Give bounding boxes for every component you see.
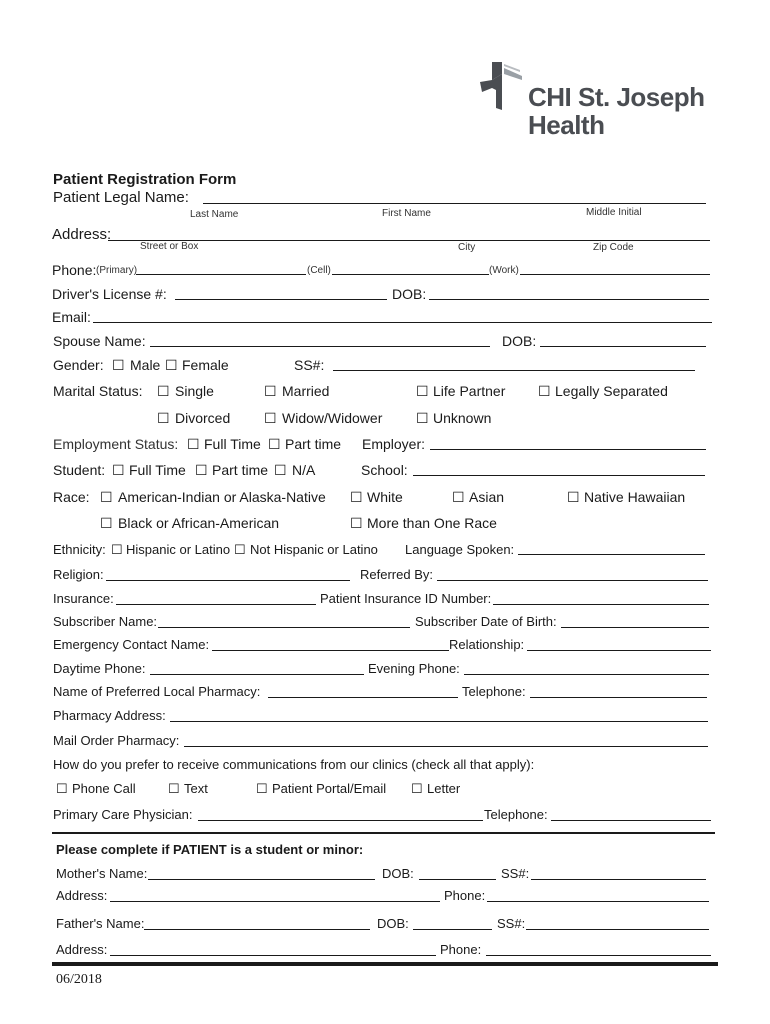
- race-more-checkbox[interactable]: ☐: [350, 515, 363, 531]
- employment-status-label: Employment Status:: [53, 436, 179, 452]
- phone-work-field[interactable]: [520, 274, 710, 275]
- daytime-phone-field[interactable]: [150, 674, 364, 675]
- employment-full-time-label: Full Time: [204, 436, 261, 452]
- relationship-field[interactable]: [527, 650, 711, 651]
- father-dob-field[interactable]: [413, 929, 492, 930]
- race-asian-checkbox[interactable]: ☐: [452, 489, 465, 505]
- race-label: Race:: [53, 489, 90, 505]
- employment-full-time-checkbox[interactable]: ☐: [187, 436, 200, 452]
- marital-divorced-label: Divorced: [175, 410, 231, 426]
- marital-married-label: Married: [282, 383, 330, 399]
- mother-dob-field[interactable]: [419, 879, 496, 880]
- race-asian-label: Asian: [469, 489, 505, 505]
- language-label: Language Spoken:: [405, 542, 515, 557]
- phone-work-caption: (Work): [489, 265, 519, 276]
- father-address-field[interactable]: [110, 955, 436, 956]
- phone-cell-caption: (Cell): [307, 265, 331, 276]
- mother-name-field[interactable]: [148, 879, 375, 880]
- father-name-field[interactable]: [144, 929, 370, 930]
- form-title: Patient Registration Form: [53, 171, 237, 188]
- drivers-license-label: Driver's License #:: [52, 286, 167, 302]
- race-white-label: White: [367, 489, 403, 505]
- evening-phone-field[interactable]: [464, 674, 709, 675]
- emergency-contact-label: Emergency Contact Name:: [53, 637, 210, 652]
- pharmacy-address-label: Pharmacy Address:: [53, 708, 166, 723]
- spouse-dob-field[interactable]: [540, 346, 706, 347]
- brand-name: CHI St. Joseph: [528, 82, 705, 112]
- marital-divorced-checkbox[interactable]: ☐: [157, 410, 170, 426]
- subscriber-name-label: Subscriber Name:: [53, 614, 158, 629]
- city-caption: City: [458, 242, 476, 253]
- brand-name-line2: Health: [528, 110, 605, 140]
- bottom-divider: [52, 962, 718, 966]
- insurance-id-field[interactable]: [493, 604, 709, 605]
- email-label: Email:: [52, 309, 91, 325]
- pharmacy-address-field[interactable]: [170, 721, 708, 722]
- race-black-label: Black or African-American: [118, 515, 280, 531]
- student-full-time-checkbox[interactable]: ☐: [112, 462, 125, 478]
- pcp-field[interactable]: [198, 820, 483, 821]
- pcp-label: Primary Care Physician:: [53, 807, 193, 822]
- student-na-label: N/A: [292, 462, 316, 478]
- phone-cell-field[interactable]: [332, 274, 489, 275]
- marital-single-checkbox[interactable]: ☐: [157, 383, 170, 399]
- student-full-time-label: Full Time: [129, 462, 186, 478]
- race-more-label: More than One Race: [367, 515, 497, 531]
- race-american-indian-label: American-Indian or Alaska-Native: [118, 489, 326, 505]
- gender-label: Gender:: [53, 357, 104, 373]
- marital-unknown-checkbox[interactable]: ☐: [416, 410, 429, 426]
- father-phone-field[interactable]: [486, 955, 711, 956]
- zip-caption: Zip Code: [593, 242, 634, 253]
- mother-address-field[interactable]: [110, 901, 440, 902]
- gender-male-label: Male: [130, 357, 161, 373]
- marital-life-partner-label: Life Partner: [433, 383, 506, 399]
- ethnicity-hispanic-label: Hispanic or Latino: [126, 542, 231, 557]
- employer-label: Employer:: [362, 436, 426, 452]
- school-label: School:: [361, 462, 408, 478]
- marital-widow-label: Widow/Widower: [282, 410, 383, 426]
- student-part-time-checkbox[interactable]: ☐: [195, 462, 208, 478]
- phone-label: Phone:: [52, 262, 97, 278]
- relationship-label: Relationship:: [449, 637, 525, 652]
- ethnicity-not-hispanic-checkbox[interactable]: ☐: [234, 542, 246, 557]
- employer-field[interactable]: [430, 449, 706, 450]
- marital-married-checkbox[interactable]: ☐: [264, 383, 277, 399]
- footer-date: 06/2018: [56, 972, 102, 987]
- gender-male-checkbox[interactable]: ☐: [112, 357, 125, 373]
- mother-address-label: Address:: [56, 888, 108, 903]
- ethnicity-hispanic-checkbox[interactable]: ☐: [111, 542, 123, 557]
- father-phone-label: Phone:: [440, 942, 482, 957]
- dl-dob-field[interactable]: [429, 299, 709, 300]
- comm-letter-label: Letter: [427, 781, 461, 796]
- race-black-checkbox[interactable]: ☐: [100, 515, 113, 531]
- middle-initial-caption: Middle Initial: [586, 207, 642, 218]
- phone-primary-caption: (Primary): [96, 265, 138, 276]
- chi-cross-logo-icon: [478, 58, 526, 119]
- marital-life-partner-checkbox[interactable]: ☐: [416, 383, 429, 399]
- legal-name-field[interactable]: [203, 203, 706, 204]
- mother-dob-label: DOB:: [382, 866, 414, 881]
- marital-single-label: Single: [175, 383, 214, 399]
- comm-portal-label: Patient Portal/Email: [272, 781, 387, 796]
- comm-portal-checkbox[interactable]: ☐: [256, 781, 268, 796]
- minor-section-heading: Please complete if PATIENT is a student or minor:: [56, 842, 364, 857]
- student-na-checkbox[interactable]: ☐: [274, 462, 287, 478]
- mother-phone-field[interactable]: [487, 901, 709, 902]
- phone-primary-field[interactable]: [136, 274, 306, 275]
- race-white-checkbox[interactable]: ☐: [350, 489, 363, 505]
- spouse-dob-label: DOB:: [502, 333, 537, 349]
- ethnicity-label: Ethnicity:: [53, 542, 106, 557]
- last-name-caption: Last Name: [190, 209, 239, 220]
- language-field[interactable]: [518, 554, 705, 555]
- spouse-field[interactable]: [150, 346, 490, 347]
- pcp-telephone-field[interactable]: [551, 820, 711, 821]
- pharmacy-telephone-label: Telephone:: [462, 684, 526, 699]
- father-address-label: Address:: [56, 942, 108, 957]
- pharmacy-telephone-field[interactable]: [530, 697, 707, 698]
- employment-part-time-checkbox[interactable]: ☐: [268, 436, 281, 452]
- evening-phone-label: Evening Phone:: [368, 661, 460, 676]
- ethnicity-not-hispanic-label: Not Hispanic or Latino: [250, 542, 378, 557]
- street-caption: Street or Box: [140, 241, 199, 252]
- subscriber-dob-label: Subscriber Date of Birth:: [415, 614, 557, 629]
- school-field[interactable]: [413, 475, 705, 476]
- race-american-indian-checkbox[interactable]: ☐: [100, 489, 113, 505]
- mother-ss-label: SS#:: [501, 866, 530, 881]
- gender-female-checkbox[interactable]: ☐: [165, 357, 178, 373]
- father-name-label: Father's Name:: [56, 916, 145, 931]
- comm-letter-checkbox[interactable]: ☐: [411, 781, 423, 796]
- marital-unknown-label: Unknown: [433, 410, 492, 426]
- religion-label: Religion:: [53, 567, 104, 582]
- father-ss-field[interactable]: [526, 929, 709, 930]
- mother-phone-label: Phone:: [444, 888, 486, 903]
- insurance-label: Insurance:: [53, 591, 114, 606]
- communication-question: How do you prefer to receive communications from our clinics (check all that apply):: [53, 757, 535, 772]
- drivers-license-field[interactable]: [175, 299, 387, 300]
- ss-label: SS#:: [294, 357, 325, 373]
- address-label: Address:: [52, 226, 112, 243]
- referred-by-label: Referred By:: [360, 567, 433, 582]
- marital-widow-checkbox[interactable]: ☐: [264, 410, 277, 426]
- mother-name-label: Mother's Name:: [56, 866, 148, 881]
- comm-text-label: Text: [184, 781, 208, 796]
- gender-female-label: Female: [182, 357, 229, 373]
- father-dob-label: DOB:: [377, 916, 409, 931]
- religion-field[interactable]: [106, 580, 350, 581]
- pharmacy-name-field[interactable]: [268, 697, 458, 698]
- marital-separated-label: Legally Separated: [555, 383, 668, 399]
- comm-phone-call-label: Phone Call: [72, 781, 136, 796]
- ss-field[interactable]: [333, 370, 695, 371]
- insurance-field[interactable]: [116, 604, 316, 605]
- first-name-caption: First Name: [382, 208, 431, 219]
- pharmacy-name-label: Name of Preferred Local Pharmacy:: [53, 684, 261, 699]
- dl-dob-label: DOB:: [392, 286, 427, 302]
- mail-order-pharmacy-field[interactable]: [184, 746, 708, 747]
- subscriber-name-field[interactable]: [158, 627, 410, 628]
- legal-name-label: Patient Legal Name:: [53, 189, 189, 206]
- mail-order-pharmacy-label: Mail Order Pharmacy:: [53, 733, 180, 748]
- father-ss-label: SS#:: [497, 916, 526, 931]
- spouse-label: Spouse Name:: [53, 333, 146, 349]
- referred-by-field[interactable]: [437, 580, 708, 581]
- comm-text-checkbox[interactable]: ☐: [168, 781, 180, 796]
- mother-ss-field[interactable]: [531, 879, 706, 880]
- daytime-phone-label: Daytime Phone:: [53, 661, 146, 676]
- race-native-hawaiian-checkbox[interactable]: ☐: [567, 489, 580, 505]
- marital-status-label: Marital Status:: [53, 383, 143, 399]
- pcp-telephone-label: Telephone:: [484, 807, 548, 822]
- employment-part-time-label: Part time: [285, 436, 342, 452]
- emergency-contact-field[interactable]: [212, 650, 449, 651]
- subscriber-dob-field[interactable]: [561, 627, 709, 628]
- marital-separated-checkbox[interactable]: ☐: [538, 383, 551, 399]
- email-field[interactable]: [93, 322, 712, 323]
- student-label: Student:: [53, 462, 106, 478]
- student-part-time-label: Part time: [212, 462, 269, 478]
- race-native-hawaiian-label: Native Hawaiian: [584, 489, 686, 505]
- insurance-id-label: Patient Insurance ID Number:: [320, 591, 492, 606]
- section-divider: [52, 832, 715, 834]
- comm-phone-call-checkbox[interactable]: ☐: [56, 781, 68, 796]
